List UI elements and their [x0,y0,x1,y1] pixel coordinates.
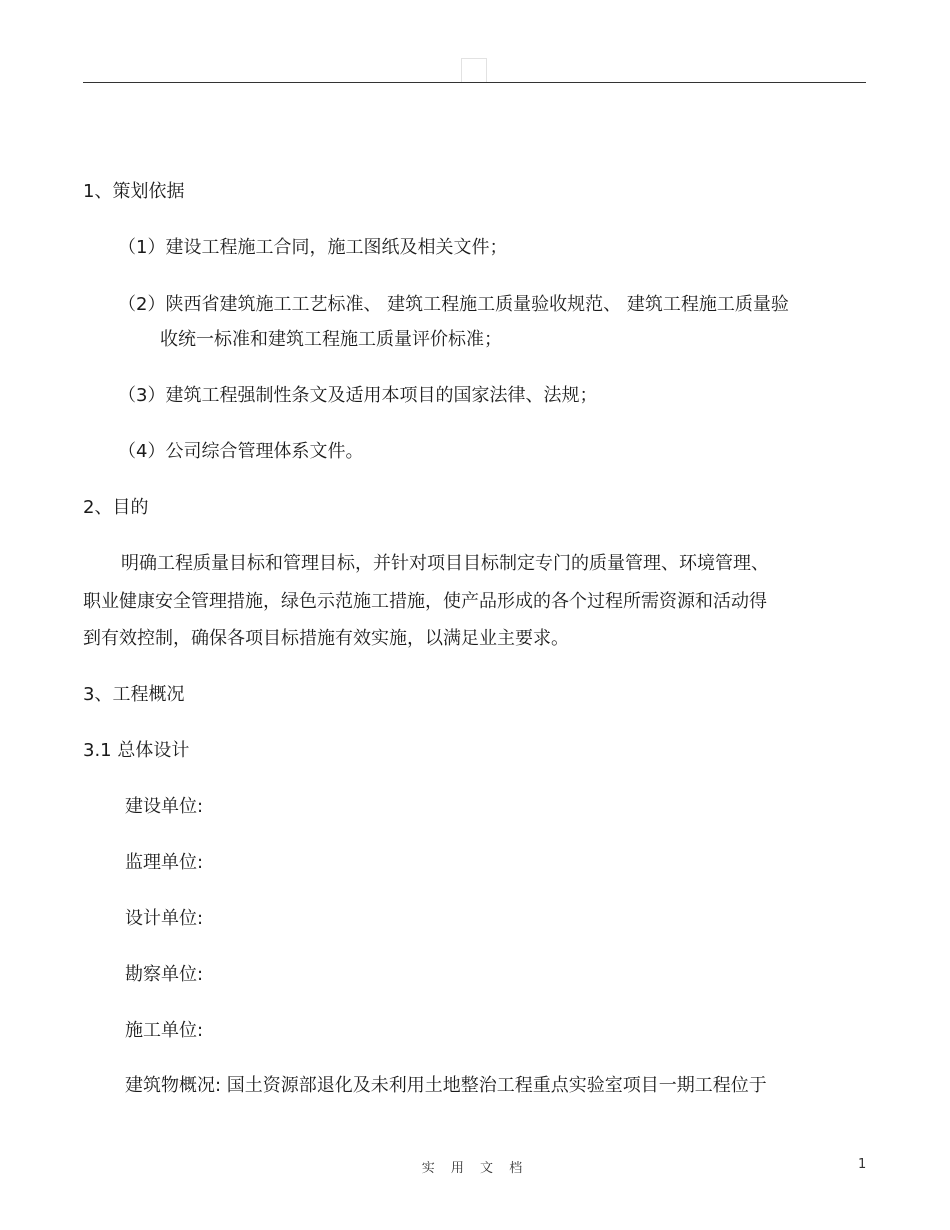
section-1-heading: 1、策划依据 [83,181,185,202]
page-number: 1 [858,1157,867,1172]
field-supervision-unit: 监理单位: [125,852,204,873]
field-building-overview: 建筑物概况: 国土资源部退化及未利用土地整治工程重点实验室项目一期工程位于 [125,1075,767,1096]
purpose-line-2: 职业健康安全管理措施，绿色示范施工措施，使产品形成的各个过程所需资源和活动得 [83,591,767,612]
footer-label: 实 用 文 档 [421,1161,529,1176]
field-construction-unit: 建设单位: [125,796,204,817]
section-3-1-heading: 3.1 总体设计 [83,740,190,761]
purpose-line-1: 明确工程质量目标和管理目标，并针对项目目标制定专门的质量管理、环境管理、 [121,553,769,574]
basis-item-1: （1）建设工程施工合同，施工图纸及相关文件； [118,237,508,258]
purpose-line-3: 到有效控制，确保各项目标措施有效实施，以满足业主要求。 [83,628,569,649]
basis-item-2: （2）陕西省建筑施工工艺标准、 建筑工程施工质量验收规范、 建筑工程施工质量验 [118,294,789,315]
field-contractor-unit: 施工单位: [125,1020,204,1041]
section-2-heading: 2、目的 [83,497,149,518]
field-survey-unit: 勘察单位: [125,964,204,985]
basis-item-3: （3）建筑工程强制性条文及适用本项目的国家法律、法规； [118,385,598,406]
section-3-heading: 3、工程概况 [83,684,185,705]
header-mark [461,58,487,82]
header-rule [83,82,866,83]
basis-item-2-cont: 收统一标准和建筑工程施工质量评价标准； [160,329,502,350]
basis-item-4: （4）公司综合管理体系文件。 [118,441,364,462]
field-design-unit: 设计单位: [125,908,204,929]
